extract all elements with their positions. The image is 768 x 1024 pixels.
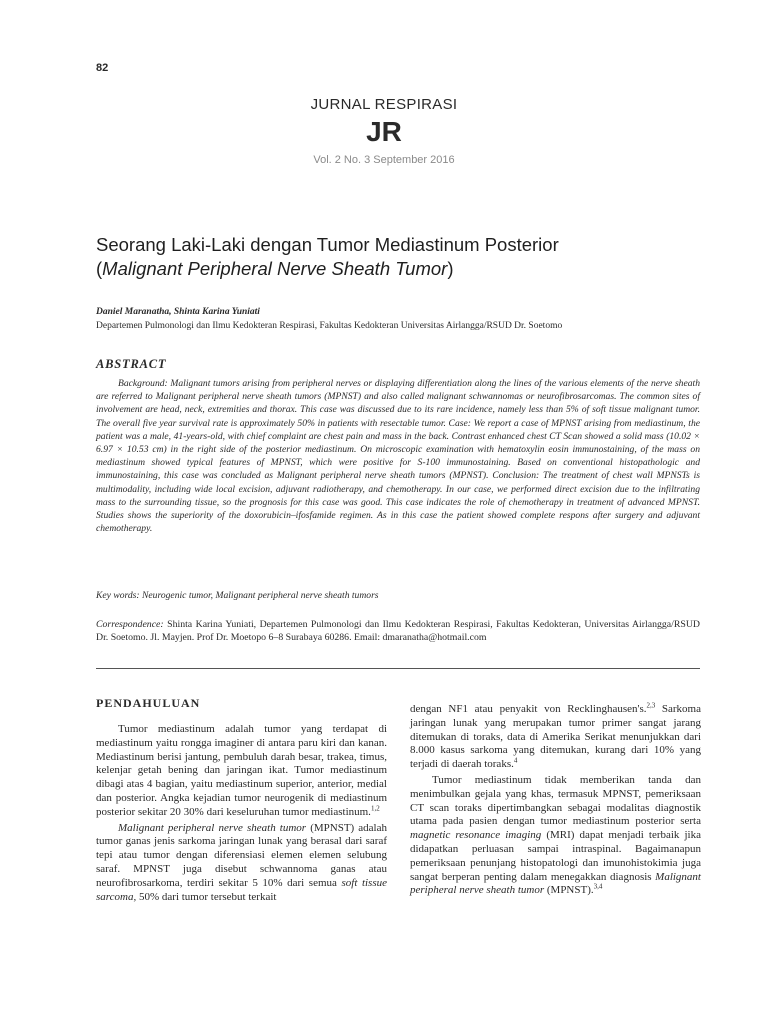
paragraph-text: Sarkoma jaringan lunak yang merupakan tumor primer sangat jarang ditemukan di toraks, data di Amerika Serikat menunjukkan dari 8.000 kasus sarkoma yang ditemukan, kurang dari 10% yang terjadi di daerah toraks. [410,703,701,771]
paragraph-text: Tumor mediastinum adalah tumor yang terdapat di mediastinum yaitu rongga imaginer di antara paru kiri dan kanan. Mediastinum berisi jantung, pembuluh darah besar, trakea, timus, kelenjar getah bening dan jaringan ikat. Tumor mediastinum dibagi atas 4 bagian, yaitu mediastinum superior, anterior, medial dan posterior. Angka kejadian tumor neurogenik di mediastinum posterior sekitar 20 30% dari keseluruhan tumor mediastinum. [96,723,387,818]
title-italic: Malignant Peripheral Nerve Sheath Tumor [102,258,448,279]
journal-name: JURNAL RESPIRASI [310,96,458,113]
title-close-paren: ) [447,258,454,279]
abstract-text: Background: Malignant tumors arising from peripheral nerves or displaying differentiation along the lines of the various elements of the nerve sheath are referred to Malignant peripheral nerve sheath tumors (MPNST) and also called malignant schwannomas or neurofibrosarcomas. The common sites of involvement are head, neck, extremities and thorax. This case was discussed due to its rare incidence, namely less than 5% of soft tissue malignant tumor. The overall five year survival rate is approximately 50% in patients with resectable tumor. Case: We report a case of MPNST arising from mediastinum, the patient was a male, 41-years-old, with chief complaint are chest pain and mass in the back. Contrast enhanced chest CT Scan showed a solid mass (10.02 × 6.97 × 10.53 cm) in the right side of the posterior mediastinum. On microscopic examination with hematoxylin eosin immunostaining, of the mass on mediastinum showed typical features of MPNST, which were positive for S-100 immunostaining. Based on conventional histopathologic and immunostaining, this case was concluded as Malignant peripheral nerve sheath tumors (MPNST). Conclusion: The treatment of chest wall MPNSTs is multimodality, including wide local excision, adjuvant radiotherapy, and chemotherapy. In our case, we performed direct excision due to the infiltrating mass to the surrounding tissue, so the prognosis for this case was good. This case indicates the role of chemotherapy in treatment of advanced MPNST. Studies shows the superiority of the doxorubicin–ifosfamide regimen. As in this case the patient showed complete respons after surgery and adjuvant chemotherapy. [96,378,700,535]
authors: Daniel Maranatha, Shinta Karina Yuniati [96,307,260,317]
keywords: Key words: Neurogenic tumor, Malignant peripheral nerve sheath tumors [96,590,379,601]
page-number: 82 [96,62,109,74]
paragraph-italic: magnetic resonance imaging [410,829,542,842]
paragraph [96,723,387,820]
paragraph [410,774,701,898]
correspondence-text: Shinta Karina Yuniati, Departemen Pulmonologi dan Ilmu Kedokteran Respirasi, Fakultas Kedokteran, Universitas Airlangga/RSUD Dr. Soetomo. Jl. Mayjen. Prof Dr. Moetopo 6–8 Surabaya 60286. Email: dmaranatha@hotmail.com [96,619,700,644]
citation-ref: 2,3 [646,701,656,710]
correspondence [96,618,700,645]
affiliation: Departemen Pulmonologi dan Ilmu Kedokteran Respirasi, Fakultas Kedokteran Universitas Airlangga/RSUD Dr. Soetomo [96,321,563,331]
citation-ref: 3,4 [593,882,603,891]
paragraph-text: 50% dari tumor tersebut terkait [136,890,277,903]
title-open-paren: ( [96,258,103,279]
paragraph [410,703,701,772]
paragraph-italic: soft tissue sarcoma, [96,876,387,903]
journal-logo: JR [366,116,402,147]
paragraph-italic: Malignant peripheral nerve sheath tumor [410,870,701,897]
citation-ref: 4 [513,756,518,765]
paragraph-text: (MPNST) adalah tumor ganas jenis sarkoma jaringan lunak yang berasal dari saraf tepi atau tumor dengan diferensiasi elemen elemen selubung saraf. MPNST juga disebut schwannoma ganas atau neurofibrosarkoma, terdiri sekitar 5 10% dari semua [96,821,387,889]
body-column-left [96,723,387,906]
paragraph-text: (MPNST). [544,884,594,897]
paragraph-text: Tumor mediastinum tidak memberikan tanda dan menimbulkan gejala yang khas, termasuk MPNST, pemeriksaan CT scan toraks dipertimbangkan sebagai modalitas diagnostik utama pada pasien dengan tumor mediastinum posterior serta [410,773,701,828]
paragraph [96,822,387,905]
paragraph-italic: Malignant peripheral nerve sheath tumor [118,821,307,834]
article-title-line2 [96,257,696,281]
journal-issue: Vol. 2 No. 3 September 2016 [313,154,455,166]
body-column-right [410,703,701,900]
article-title-line1: Seorang Laki-Laki dengan Tumor Mediastinum Posterior [96,234,559,255]
abstract-heading: ABSTRACT [96,357,167,371]
paragraph-text: dengan NF1 atau penyakit von Recklinghausen's. [410,703,647,715]
horizontal-rule [96,668,700,669]
citation-ref: 1,2 [370,804,380,813]
correspondence-label: Correspondence: [96,619,164,630]
paragraph-text: (MRI) dapat menjadi terbaik jika didapatkan perluasan sampai intraspinal. Bagaimanapun pemeriksaan penunjang histopatologi dan imunohistokimia juga sangat berperan penting dalam menegakkan diagnosis [410,829,701,883]
article-title [96,233,696,281]
section-heading: PENDAHULUAN [96,696,201,710]
